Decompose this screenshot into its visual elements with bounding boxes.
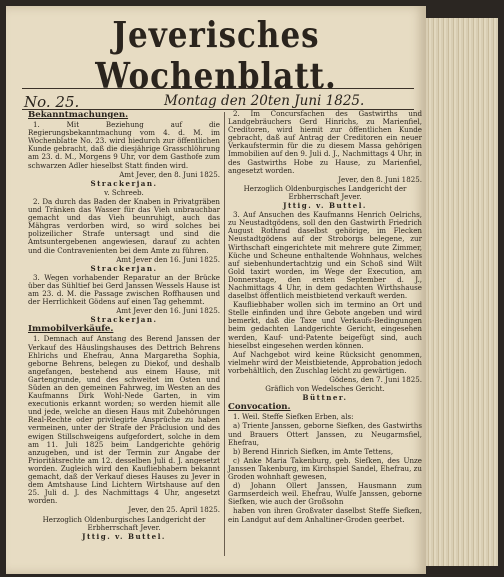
authority-line: v. Schreeb. bbox=[104, 187, 144, 197]
dateline: Amt Jever den 16. Juni 1825. bbox=[116, 306, 220, 316]
notice-paragraph: 1. Mit Beziehung auf die Regierungsbekanntmachung vom 4. d. M. im Wochenblatte No. 23. wird hiedurch zur öffentlichen Kunde gebracht, daß die diesjährige Grasschlöhrung am 23. d. M., Morgens 9 Uhr, vor dem Gasthofe zum schwarzen Adler hieselbst Statt finden wird. bbox=[28, 120, 220, 170]
newspaper-page bbox=[6, 6, 426, 574]
notice-paragraph: 3. Auf Ansuchen des Kaufmanns Henrich Oelrichs, zu Neustadtgödens, soll den den Gastwirth Friedrich August Rothrad daselbst gehörige, im Flecken Neustadtgödens auf der Stroborgs belegene, zur Wirthschaft eingerichtete mit mehrere gute Zimmer, Küche und Scheune enthaltende Wohnhaus, welches auf siebenhundertachtzig und ein Schoß sind Wilt Gold taxirt worden, im Wege der Execution, am Donnerstage, den ersten September d. J., Nachmittags 4 Uhr, in dem gedachten Wirthshause daselbst öffentlich meistbietend verkauft werden. bbox=[228, 210, 422, 301]
masthead: Jeverisches Wochenblatt. bbox=[95, 14, 337, 98]
dateline: Amt Jever den 16. Juni 1825. bbox=[116, 254, 220, 264]
page-edges bbox=[426, 18, 498, 566]
section-heading: Convocation. bbox=[228, 402, 291, 413]
signature: Jttig. v. Buttel. bbox=[283, 201, 367, 211]
notice-paragraph: 2. Da durch das Baden der Knaben in Privatgräben und Tränken das Wasser für das Vieh unbrauchbar gemacht und das Vieh beunruhigt, auch das Mähgras verdorben wird, so wird solches bei polizeilicher Strafe untersagt und sind die Amtsuntergebenen angewiesen, darauf zu achten und die Contravenienten bei dem Amte zu führen. bbox=[28, 196, 220, 255]
notice-paragraph: Kaufliebhaber wollen sich im termino an Ort und Stelle einfinden und ihre Gebote angeben und wird bemerkt, daß die Taxe und Verkaufs-Bedingungen beim gedachten Landgerichte Gericht, eingesehen werden, Kauf- und-Patente beigefügt sind, auch hieselbst eingesehen werden können. bbox=[228, 300, 422, 350]
notice-paragraph: d) Johann Ollert Janssen, Hausmann zum Garmserdeich weil. Ehefrau, Wulfe Janssen, geborne Siefken, wie auch der Großsohn bbox=[228, 481, 422, 507]
authority-line: Herzoglich Oldenburgisches Landgericht der Erbherrschaft Jever. bbox=[42, 514, 206, 532]
section-heading: Bekanntmachungen. bbox=[28, 110, 129, 120]
right-column bbox=[228, 110, 422, 525]
signature: Büttner. bbox=[302, 393, 348, 403]
authority-line: Gräflich von Wedelsches Gericht. bbox=[265, 384, 385, 394]
notice-paragraph: Auf Nachgebot wird keine Rücksicht genommen, vielmehr wird der Meistbietende, Approbation jedoch vorbehältlich, den Zuschlag leicht zu gewärtigen. bbox=[228, 349, 422, 375]
notice-paragraph: 1. Weil. Steffe Siefken Erben, als: bbox=[233, 412, 354, 422]
authority-line: Herzoglich Oldenburgisches Landgericht der Erbherrschaft Jever. bbox=[243, 183, 407, 201]
notice-paragraph: 3. Wegen vorhabender Reparatur an der Brücke über das Sühltief bei Gerd Janssen Wessels Hause ist am 23. d. M. die Passage zwischen Roffhausen und der Herrlichkeit Gödens auf einen Tag gehemmt. bbox=[28, 272, 220, 307]
masthead-rule bbox=[22, 88, 414, 89]
left-column bbox=[28, 110, 220, 542]
dateline: Gödens, den 7. Juni 1825. bbox=[329, 375, 422, 384]
notice-paragraph: 2. Im Concursfachen des Gastwirths und Landgebräuchers Gerd Hinrichs, zu Marienfiel, Creditoren, wird hiemit zur öffentlichen Kunde gebracht, daß auf Antrag der Creditoren ein neuer Verkaufstermin für die zu diesem Massa gehörigen Immobilien auf den 9. Juli d. J., Nachmittags 4 Uhr, in des Gastwirths Hobe zu Hause, zu Marienfiel, angesetzt worden. bbox=[228, 109, 422, 175]
dateline: Jever, den 8. Juni 1825. bbox=[338, 174, 422, 184]
notice-paragraph: 1. Demnach auf Anstang des Berend Janssen der Verkauf des Häuslingshauses des Dettrich Behrens Ehlrichs und Ehefrau, Anna Margaretha Sophia, geborne Behrens, belegen zu Diekof, und deshalb angefangen, bestehend aus einem Hause, mit Gartengrunde, und des schweitet im Osten und Süden an den gemeinen Fahrweg, im Westen an des Kaufmanns Dirk Wohl-Nede Garten, in vim executionis erkannt worden; so werden hiemit alle und jede, welche an diesen Haus mit Zubehörungen Real-Rechte oder privilegirte Ansprüche zu haben vermeinen, unter der Strafe der Präclusion und des ewigen Stillschweigens aufgefordert, solche in dem am 11. Juli 1825 beim Landgerichte gehörig anzugeben, und ist der Termin zur Angabe der Prioritätsrechte am 12. desselben Juli d. J. angesetzt worden. Zugleich wird den Kaufliebhabern bekannt gemacht, daß der Verkauf dieses Hauses zu Jever in dem Amtshause Lind Lichtern Wirtshause auf den 25. Juli d. J. des Nachmittags 4 Uhr, angesetzt worden. bbox=[28, 334, 220, 506]
signature: Jttig. v. Buttel. bbox=[82, 531, 166, 541]
signature: Strackerjan. bbox=[90, 315, 158, 325]
dateline: Jever, den 25. April 1825. bbox=[128, 505, 220, 515]
issue-number: No. 25. bbox=[24, 93, 80, 111]
notice-paragraph: a) Triente Janssen, geborne Siefken, des Gastwirths und Brauers Ottert Janssen, zu Neugarmsfiel, Ehefrau, bbox=[228, 421, 422, 447]
notice-paragraph: c) Anke Maria Takenburg, geb. Siefken, des Unze Janssen Takenburg, im Kirchspiel Sandel, Ehefrau, zu Groden wohnhaft gewesen, bbox=[228, 455, 422, 482]
issue-date: Montag den 20ten Juni 1825. bbox=[164, 93, 365, 109]
signature: Strackerjan. bbox=[90, 178, 158, 188]
column-divider bbox=[224, 112, 225, 556]
section-heading: Immobilverkäufe. bbox=[28, 324, 114, 335]
notice-paragraph: b) Berend Hinrich Siefken, im Amte Tettens, bbox=[233, 446, 394, 456]
signature: Strackerjan. bbox=[90, 263, 158, 273]
notice-paragraph: haben von ihren Großvater daselbst Steffe Siefken, ein Landgut auf dem Anhaltiner-Groden geerbet. bbox=[228, 506, 422, 524]
dateline: Amt Jever, den 8. Juni 1825. bbox=[119, 169, 220, 179]
